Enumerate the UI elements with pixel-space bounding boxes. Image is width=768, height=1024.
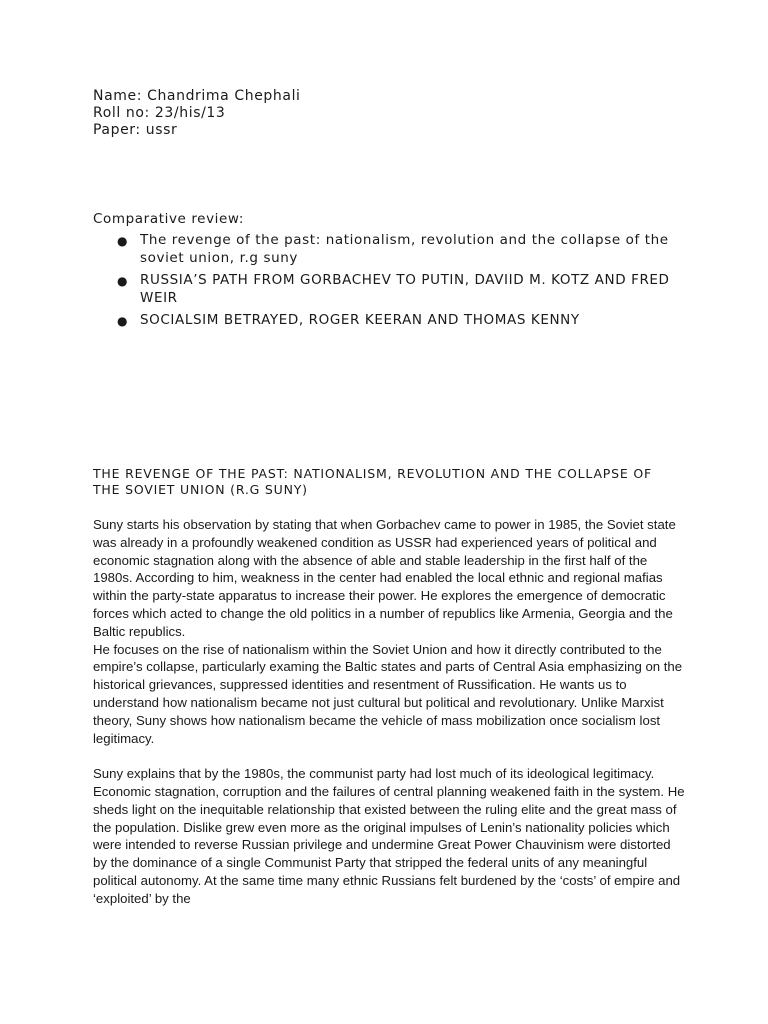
review-title: Comparative review: [93, 211, 244, 227]
comparative-review [93, 210, 693, 333]
review-item [93, 271, 693, 307]
student-name: Name: Chandrima Chephali [93, 88, 301, 104]
review-item-text: SOCIALSIM BETRAYED, ROGER KEERAN AND THOMAS KENNY [140, 312, 580, 328]
review-item [93, 231, 693, 267]
bullet-icon: ● [117, 234, 129, 248]
roll-number: Roll no: 23/his/13 [93, 105, 226, 121]
body-paragraph: Suny explains that by the 1980s, the communist party had lost much of its ideological legitimacy. Economic stagnation, corruption and the failures of central planning weakened faith in the system. He sheds light on the inequitable relationship that existed between the ruling elite and the great mass of the population. Dislike grew even more as the original impulses of Lenin’s nationality policies which were intended to reverse Russian privilege and undermine Great Power Chauvinism were distorted by the dominance of a single Communist Party that stripped the federal units of any meaningful political autonomy. At the same time many ethnic Russians felt burdened by the ‘costs’ of empire and ‘exploited’ by the [93, 766, 685, 906]
bullet-icon: ● [117, 274, 129, 288]
student-info [93, 88, 301, 139]
body-paragraph: He focuses on the rise of nationalism within the Soviet Union and how it directly contributed to the empire’s collapse, particularly examing the Baltic states and parts of Central Asia emphasizing on the historical grievances, suppressed identities and resentment of Russification. He wants us to understand how nationalism became not just cultural but political and revolutionary. Unlike Marxist theory, Suny shows how nationalism became the vehicle of mass mobilization once socialism lost legitimacy. [93, 641, 683, 746]
review-item-text: The revenge of the past: nationalism, revolution and the collapse of the soviet union, r.g suny [140, 232, 669, 266]
section-heading: THE REVENGE OF THE PAST: NATIONALISM, REVOLUTION AND THE COLLAPSE OF THE SOVIET UNION (R.G SUNY) [93, 466, 652, 497]
review-item [93, 311, 693, 329]
review-body [93, 516, 688, 908]
body-paragraph: Suny starts his observation by stating that when Gorbachev came to power in 1985, the Soviet state was already in a profoundly weakened condition as USSR had experienced years of political and economic stagnation along with the absence of able and stable leadership in the first half of the 1980s. According to him, weakness in the center had enabled the local ethnic and regional mafias within the party-state apparatus to increase their power. He explores the emergence of democratic forces which acted to change the old politics in a number of republics like Armenia, Georgia and the Baltic republics. [93, 517, 676, 639]
paper-name: Paper: ussr [93, 122, 178, 138]
bullet-icon: ● [117, 314, 129, 328]
review-list [93, 231, 693, 329]
review-item-text: RUSSIA’S PATH FROM GORBACHEV TO PUTIN, DAVIID M. KOTZ AND FRED WEIR [140, 272, 670, 306]
